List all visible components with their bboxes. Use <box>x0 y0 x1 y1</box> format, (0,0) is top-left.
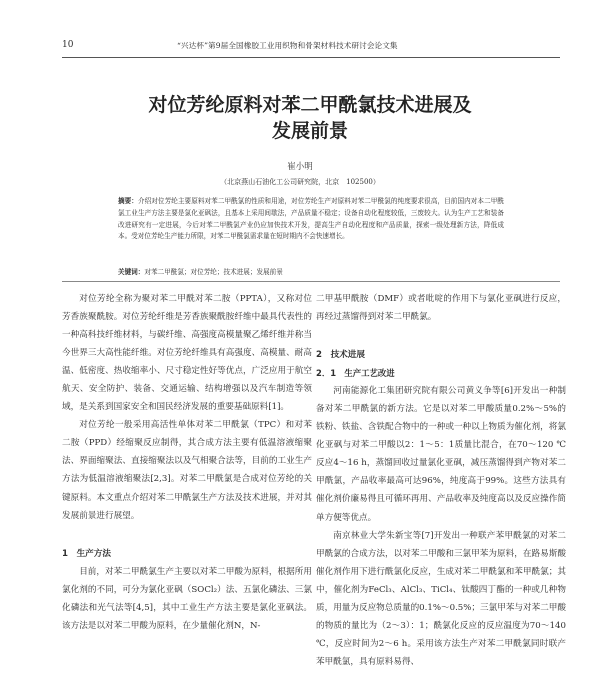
title-line-2: 发展前景 <box>271 120 348 142</box>
progress-paragraph-1: 河南能源化工集团研究院有限公司黄义争等[6]开发出一种制备对苯二甲酰氯的新方法。它是以对苯二甲酸质量0.2%～5%的铁粉、铁盐、含铁配合物中的一种或一种以上物质为催化剂，将氯化亚砜与对苯二甲酸以2：1～5：1质量比混合，在70～120 ℃反应4～16 h，蒸馏回收过量氯化亚砜，减压蒸馏得到产物对苯二甲酰氯，产品收率最高可达96%，纯度高于99%。这些方法具有催化剂价廉易得且可循环再用、产品收率及纯度高以及反应操作简单方便等优点。 <box>316 386 566 523</box>
intro-paragraph-2: 对位芳纶一般采用高活性单体对苯二甲酰氯（TPC）和对苯二胺（PPD）经缩聚反应制得，其合成方法主要有低温溶液缩聚法、界面缩聚法、直接缩聚法以及气相聚合法等，目前的工业生产方法为低温溶液缩聚法[2,3]。对苯二甲酰氯是合成对位芳纶的关键原料。本文重点介绍对苯二甲酰氯生产方法及技术进展，并对其发展前景进行展望。 <box>62 420 312 521</box>
section-heading-2: 2 技术进展 <box>316 350 365 361</box>
paper-title <box>80 92 540 144</box>
intro-paragraph-1: 对位芳纶全称为聚对苯二甲酰对苯二胺（PPTA），又称对位芳香族聚酰胺。对位芳纶纤维是芳香族聚酰胺纤维中最具代表性的一种高科技纤维材料，与碳纤维、高强度高模量聚乙烯纤维并称当今世界三大高性能纤维。对位芳纶纤维具有高强度、高模量、耐高温、低密度、热收缩率小、尺寸稳定性好等优点，广泛应用于航空航天、安全防护、装备、交通运输、结构增强以及汽车制造等领域，是关系到国家安全和国民经济发展的重要基础原料[1]。 <box>62 294 312 413</box>
author-name: 崔小明 <box>287 162 313 172</box>
section-spacer <box>316 326 566 337</box>
keywords-label: 关键词： <box>118 268 145 276</box>
abstract-text: 介绍对位芳纶主要原料对苯二甲酰氯的性质和用途，对位芳纶生产对原料对苯二甲酰氯的纯度要求很高，目前国内对本二甲酰氯工业生产方法主要是氯化亚砜法，且基本上采用间歇法，产品质量不稳定；设备自动化程度较低，三废较大。认为生产工艺和装备改进研究有一定进展，今后对苯二甲酰氯产业仍应加快技术开发，提高生产自动化程度和产品质量，探索一级处理新方法，降低成本。受对位芳纶生产能力所限，对苯二甲酰氯需求量在短时期内不会快速增长。 <box>118 197 504 241</box>
author-affiliation: （北京燕山石油化工公司研究院，北京 102500） <box>220 178 380 186</box>
abstract <box>118 196 504 243</box>
running-head <box>62 40 560 54</box>
subsection-heading-2-1: 2．1 生产工艺改进 <box>316 368 395 379</box>
keywords-text: 对苯二甲酰氯；对位芳纶；技术进展；发展前景 <box>144 268 283 276</box>
methods-paragraph: 目前，对苯二甲酰氯生产主要以对苯二甲酸为原料，根据所用氯化剂的不同，可分为氯化亚砜（SOCl₂）法、五氯化磷法、三氯化磷法和光气法等[4,5]，其中工业生产方法主要是氯化亚砜法。该方法是以对苯二甲酸为原料，在少量催化剂N，N- <box>62 566 312 631</box>
section-heading-1: 1 生产方法 <box>62 548 111 559</box>
header-divider <box>62 57 560 58</box>
progress-paragraph-2: 南京林业大学朱新宝等[7]开发出一种联产苯甲酰氯的对苯二甲酰氯的合成方法，以对苯二甲酸和三氯甲苯为原料，在路易斯酸催化剂作用下进行酰氯化反应，生成对苯二甲酰氯和苯甲酰氯；其中，催化剂为FeCl₃、AlCl₃、TiCl₄、钛酸四丁酯的一种或几种物质，用量为反应物总质量的0.1%～0.5%；三氯甲苯与对苯二甲酸的物质的量比为（2～3）：1；酰氯化反应的反应温度为70～140 ℃，反应时间为2～6 h。采用该方法生产对苯二甲酰氯同时联产苯甲酰氯，具有原料易得、 <box>316 530 566 667</box>
page-number: 10 <box>62 40 74 50</box>
abstract-divider <box>62 281 560 282</box>
keywords <box>118 266 504 276</box>
methods-paragraph-continued: 二甲基甲酰胺（DMF）或者吡啶的作用下与氯化亚砜进行反应，再经过蒸馏得到对苯二甲酰氯。 <box>316 294 566 323</box>
left-column <box>62 290 312 635</box>
title-line-1: 对位芳纶原料对苯二甲酰氯技术进展及 <box>148 94 472 116</box>
right-column <box>316 290 566 671</box>
section-spacer <box>62 525 312 536</box>
abstract-label: 摘要： <box>118 197 138 205</box>
conference-name: “兴达杯”第9届全国橡胶工业用织物和骨架材料技术研讨会论文集 <box>177 41 398 50</box>
